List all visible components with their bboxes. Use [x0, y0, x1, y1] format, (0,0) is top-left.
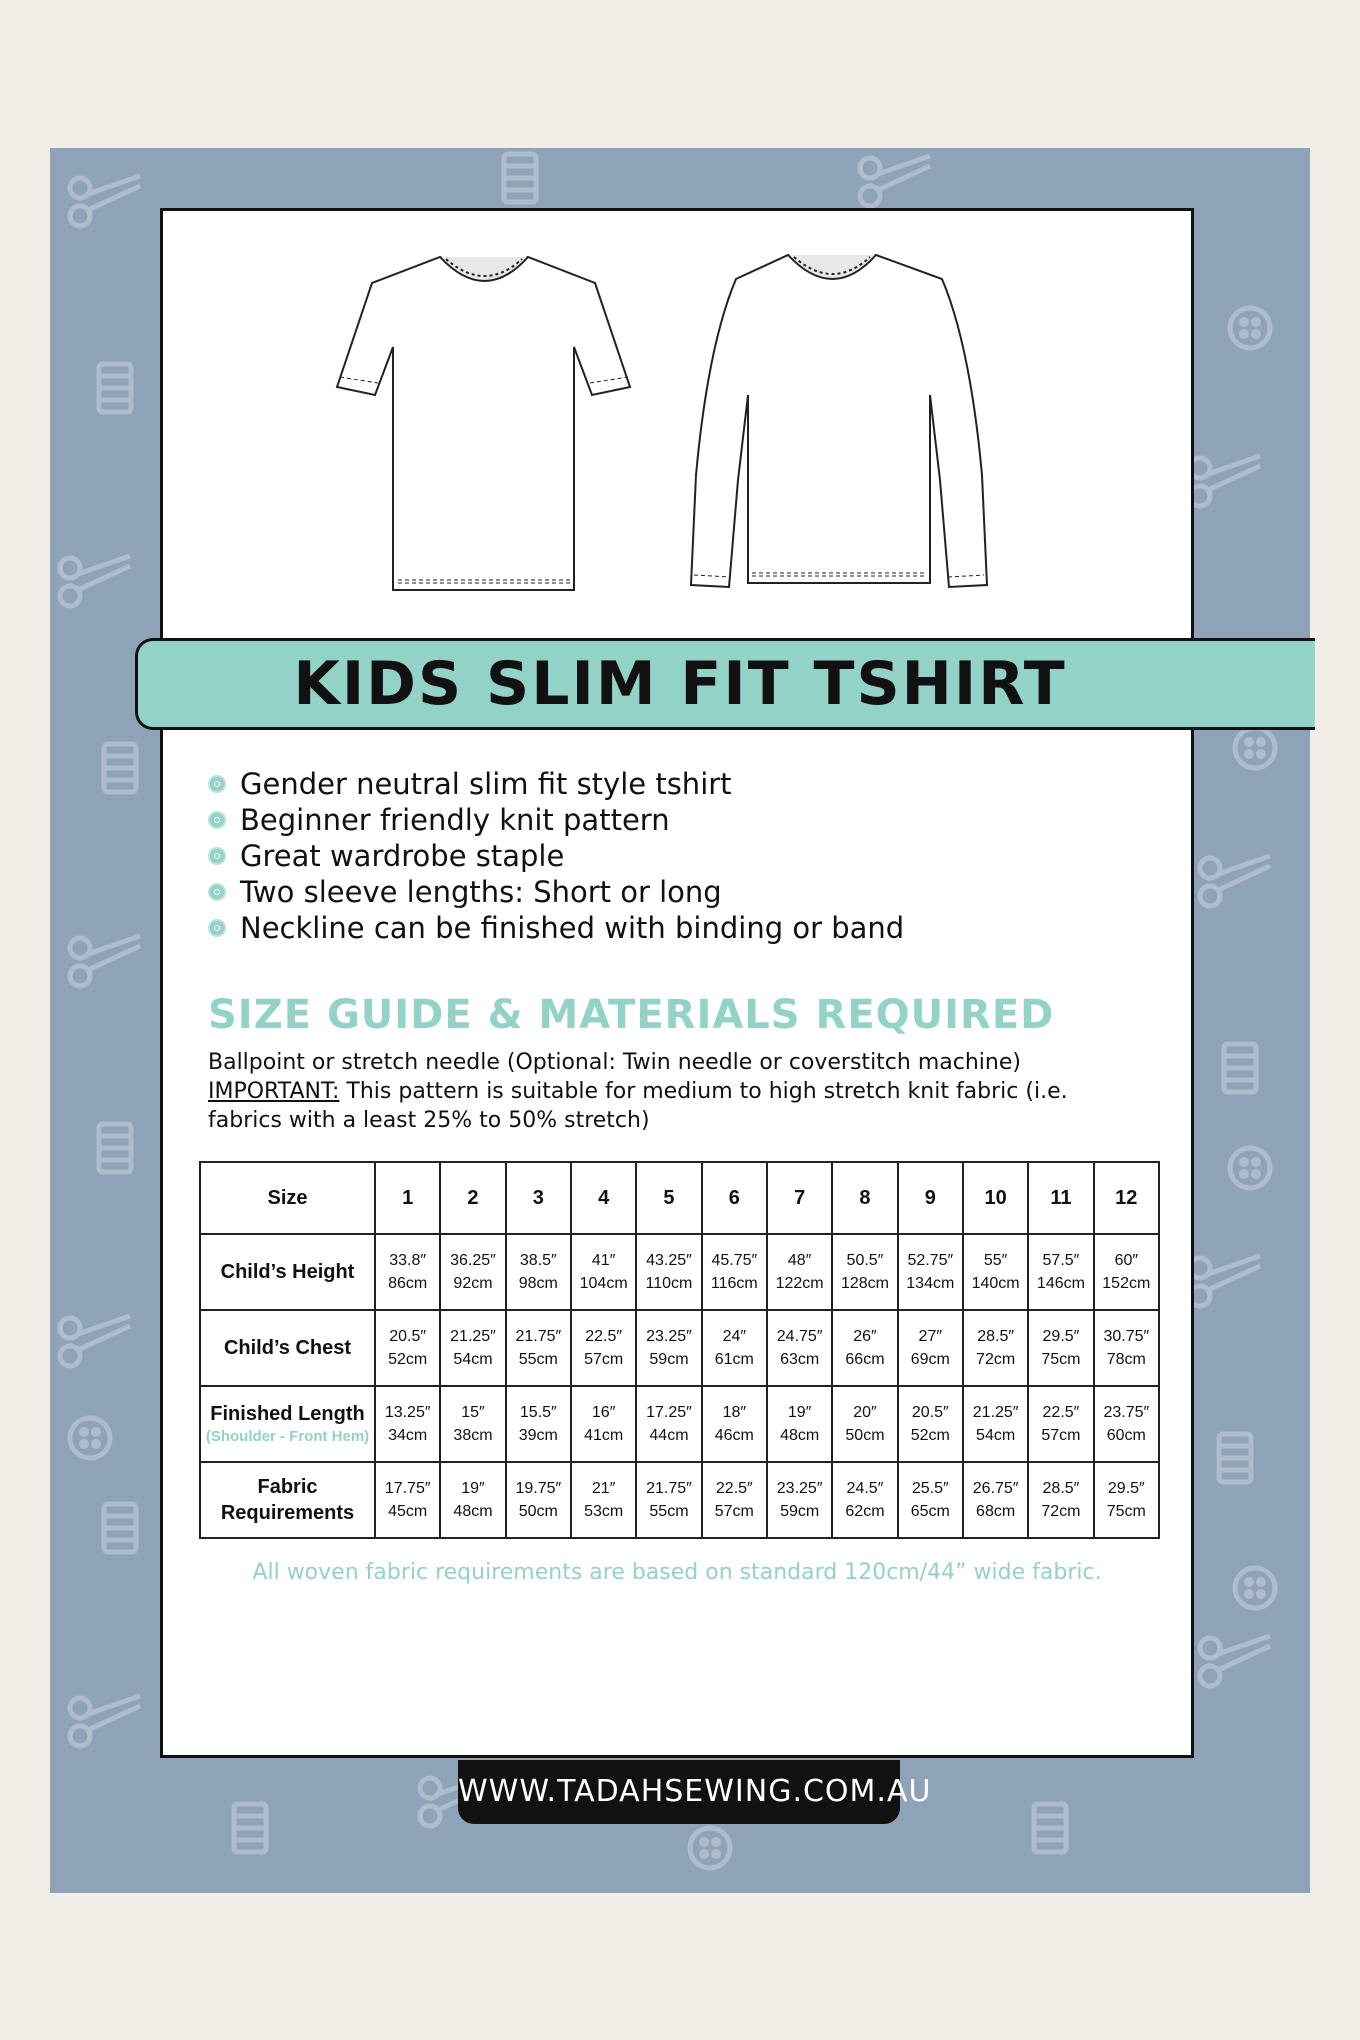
size-column-header: 5: [636, 1162, 701, 1234]
metric-value: 66cm: [845, 1351, 885, 1368]
table-cell: [832, 1386, 897, 1462]
size-column-header: 7: [767, 1162, 832, 1234]
imperial-value: 52.75″: [907, 1252, 954, 1269]
table-cell: [375, 1386, 440, 1462]
metric-value: 116cm: [710, 1275, 758, 1292]
materials-text: [208, 1048, 1138, 1135]
metric-value: 41cm: [584, 1427, 624, 1444]
table-cell: [1028, 1462, 1093, 1538]
metric-value: 62cm: [845, 1503, 885, 1520]
imperial-value: 23.75″: [1103, 1404, 1150, 1421]
size-table: [199, 1161, 1160, 1539]
size-column-header: 6: [702, 1162, 767, 1234]
table-cell: [636, 1386, 701, 1462]
imperial-value: 21.75″: [646, 1480, 692, 1497]
bullet-icon: [208, 811, 226, 829]
row-header: [200, 1234, 375, 1310]
imperial-value: 57.5″: [1042, 1252, 1080, 1269]
size-column-header: 8: [832, 1162, 897, 1234]
table-cell: [506, 1462, 571, 1538]
table-cell: [440, 1462, 505, 1538]
imperial-value: 19.75″: [515, 1480, 562, 1497]
metric-value: 48cm: [453, 1503, 493, 1520]
imperial-value: 20.5″: [911, 1404, 949, 1421]
bullet-icon: [208, 919, 226, 937]
row-label: Child’s Chest: [223, 1337, 352, 1359]
table-cell: [440, 1386, 505, 1462]
row-header: [200, 1386, 375, 1462]
table-cell: [636, 1234, 701, 1310]
metric-value: 57cm: [584, 1351, 624, 1368]
table-cell: [1094, 1462, 1159, 1538]
list-item: Neckline can be finished with binding or band: [208, 910, 904, 946]
metric-value: 78cm: [1106, 1351, 1146, 1368]
imperial-value: 27″: [918, 1328, 943, 1345]
imperial-value: 17.75″: [384, 1480, 431, 1497]
imperial-value: 29.5″: [1042, 1328, 1080, 1345]
table-cell: [963, 1310, 1028, 1386]
metric-value: 59cm: [780, 1503, 820, 1520]
metric-value: 146cm: [1036, 1275, 1085, 1292]
metric-value: 98cm: [518, 1275, 558, 1292]
metric-value: 75cm: [1106, 1503, 1146, 1520]
metric-value: 63cm: [780, 1351, 820, 1368]
table-cell: [767, 1386, 832, 1462]
table-cell: [1094, 1234, 1159, 1310]
website-url[interactable]: WWW.TADAHSEWING.COM.AU: [458, 1760, 900, 1824]
row-header: [200, 1462, 375, 1538]
imperial-value: 55″: [983, 1252, 1008, 1269]
imperial-value: 22.5″: [715, 1480, 753, 1497]
imperial-value: 60″: [1114, 1252, 1139, 1269]
imperial-value: 15″: [461, 1404, 485, 1421]
imperial-value: 29.5″: [1107, 1480, 1145, 1497]
metric-value: 52cm: [388, 1351, 428, 1368]
table-cell: [636, 1310, 701, 1386]
page-title: KIDS SLIM FIT TSHIRT: [293, 649, 1067, 719]
size-header: Size: [200, 1162, 375, 1234]
imperial-value: 33.8″: [389, 1252, 427, 1269]
metric-value: 46cm: [714, 1427, 754, 1444]
table-cell: [963, 1386, 1028, 1462]
imperial-value: 20.5″: [389, 1328, 427, 1345]
imperial-value: 13.25″: [384, 1404, 431, 1421]
metric-value: 50cm: [845, 1427, 885, 1444]
size-column-header: 1: [375, 1162, 440, 1234]
imperial-value: 38.5″: [519, 1252, 557, 1269]
row-header: [200, 1310, 375, 1386]
table-cell: [571, 1310, 636, 1386]
imperial-value: 24″: [722, 1328, 747, 1345]
imperial-value: 41″: [591, 1252, 616, 1269]
row-label: Child’s Height: [220, 1261, 355, 1283]
metric-value: 48cm: [780, 1427, 820, 1444]
metric-value: 86cm: [388, 1275, 428, 1292]
table-cell: [963, 1462, 1028, 1538]
table-cell: [506, 1386, 571, 1462]
imperial-value: 19″: [461, 1480, 485, 1497]
table-cell: [506, 1234, 571, 1310]
table-cell: [767, 1310, 832, 1386]
metric-value: 45cm: [388, 1503, 428, 1520]
metric-value: 44cm: [649, 1427, 689, 1444]
imperial-value: 28.5″: [1042, 1480, 1080, 1497]
size-column-header: 11: [1028, 1162, 1093, 1234]
bullet-icon: [208, 883, 226, 901]
table-cell: [571, 1386, 636, 1462]
metric-value: 134cm: [906, 1275, 955, 1292]
metric-value: 55cm: [518, 1351, 558, 1368]
table-cell: [1094, 1386, 1159, 1462]
imperial-value: 28.5″: [977, 1328, 1015, 1345]
metric-value: 152cm: [1102, 1275, 1151, 1292]
imperial-value: 20″: [853, 1404, 877, 1421]
size-column-header: 12: [1094, 1162, 1159, 1234]
table-cell: [1028, 1386, 1093, 1462]
list-item: Gender neutral slim fit style tshirt: [208, 766, 904, 802]
important-label: IMPORTANT:: [208, 1079, 340, 1104]
table-cell: [832, 1462, 897, 1538]
table-cell: [898, 1234, 963, 1310]
metric-value: 92cm: [453, 1275, 493, 1292]
metric-value: 55cm: [649, 1503, 689, 1520]
table-cell: [1094, 1310, 1159, 1386]
table-cell: [767, 1234, 832, 1310]
metric-value: 54cm: [976, 1427, 1016, 1444]
size-column-header: 9: [898, 1162, 963, 1234]
imperial-value: 50.5″: [846, 1252, 884, 1269]
row-sublabel: (Shoulder - Front Hem): [205, 1428, 370, 1445]
table-cell: [636, 1462, 701, 1538]
imperial-value: 26″: [853, 1328, 877, 1345]
long-sleeve-tshirt-drawing: [691, 255, 987, 587]
imperial-value: 19″: [787, 1404, 812, 1421]
table-cell: [702, 1462, 767, 1538]
table-cell: [832, 1234, 897, 1310]
metric-value: 69cm: [910, 1351, 950, 1368]
metric-value: 75cm: [1041, 1351, 1081, 1368]
metric-value: 128cm: [840, 1275, 889, 1292]
metric-value: 72cm: [1041, 1503, 1081, 1520]
metric-value: 72cm: [976, 1351, 1016, 1368]
bullet-icon: [208, 847, 226, 865]
row-label: Finished Length: [210, 1403, 365, 1425]
table-cell: [1028, 1234, 1093, 1310]
table-header-row: [200, 1162, 1159, 1234]
table-cell: [963, 1234, 1028, 1310]
table-row: [200, 1386, 1159, 1462]
feature-list: [208, 766, 904, 946]
imperial-value: 15.5″: [519, 1404, 557, 1421]
imperial-value: 21″: [591, 1480, 616, 1497]
table-row: [200, 1462, 1159, 1538]
short-sleeve-tshirt-drawing: [337, 257, 630, 590]
table-cell: [1028, 1310, 1093, 1386]
imperial-value: 18″: [722, 1404, 747, 1421]
table-cell: [506, 1310, 571, 1386]
imperial-value: 45.75″: [711, 1252, 758, 1269]
table-cell: [767, 1462, 832, 1538]
metric-value: 60cm: [1106, 1427, 1146, 1444]
table-cell: [702, 1386, 767, 1462]
table-cell: [898, 1386, 963, 1462]
imperial-value: 43.25″: [646, 1252, 692, 1269]
table-row: [200, 1234, 1159, 1310]
metric-value: 39cm: [518, 1427, 558, 1444]
tshirt-illustrations: [330, 245, 1030, 605]
metric-value: 110cm: [645, 1275, 693, 1292]
table-cell: [375, 1462, 440, 1538]
metric-value: 52cm: [910, 1427, 950, 1444]
imperial-value: 21.25″: [450, 1328, 496, 1345]
size-column-header: 4: [571, 1162, 636, 1234]
list-item: Great wardrobe staple: [208, 838, 904, 874]
imperial-value: 36.25″: [450, 1252, 496, 1269]
table-cell: [440, 1310, 505, 1386]
metric-value: 34cm: [388, 1427, 428, 1444]
metric-value: 61cm: [714, 1351, 754, 1368]
table-cell: [898, 1462, 963, 1538]
metric-value: 53cm: [584, 1503, 624, 1520]
list-item: Two sleeve lengths: Short or long: [208, 874, 904, 910]
metric-value: 50cm: [518, 1503, 558, 1520]
imperial-value: 26.75″: [972, 1480, 1019, 1497]
size-guide-heading: SIZE GUIDE & MATERIALS REQUIRED: [208, 992, 1055, 1038]
imperial-value: 30.75″: [1103, 1328, 1150, 1345]
bullet-icon: [208, 775, 226, 793]
table-cell: [898, 1310, 963, 1386]
imperial-value: 25.5″: [911, 1480, 949, 1497]
table-cell: [832, 1310, 897, 1386]
table-cell: [702, 1310, 767, 1386]
imperial-value: 21.25″: [972, 1404, 1019, 1421]
important-text: IMPORTANT: This pattern is suitable for medium to high stretch knit fabric (i.e. fabrics with a least 25% to 50% stretch): [208, 1079, 1068, 1133]
size-column-header: 10: [963, 1162, 1028, 1234]
imperial-value: 17.25″: [646, 1404, 692, 1421]
table-cell: [571, 1462, 636, 1538]
imperial-value: 23.25″: [776, 1480, 823, 1497]
imperial-value: 21.75″: [515, 1328, 562, 1345]
list-item: Beginner friendly knit pattern: [208, 802, 904, 838]
metric-value: 122cm: [775, 1275, 824, 1292]
needle-text: Ballpoint or stretch needle (Optional: Twin needle or coverstitch machine): [208, 1050, 1021, 1075]
table-cell: [375, 1234, 440, 1310]
size-column-header: 2: [440, 1162, 505, 1234]
metric-value: 68cm: [976, 1503, 1016, 1520]
metric-value: 38cm: [453, 1427, 493, 1444]
imperial-value: 22.5″: [585, 1328, 623, 1345]
imperial-value: 23.25″: [646, 1328, 692, 1345]
table-cell: [375, 1310, 440, 1386]
metric-value: 59cm: [649, 1351, 689, 1368]
table-cell: [702, 1234, 767, 1310]
table-cell: [571, 1234, 636, 1310]
size-column-header: 3: [506, 1162, 571, 1234]
metric-value: 140cm: [971, 1275, 1020, 1292]
metric-value: 57cm: [1041, 1427, 1081, 1444]
imperial-value: 16″: [591, 1404, 616, 1421]
metric-value: 54cm: [453, 1351, 493, 1368]
row-label: Fabric Requirements: [220, 1476, 355, 1524]
table-row: [200, 1310, 1159, 1386]
imperial-value: 48″: [787, 1252, 812, 1269]
table-cell: [440, 1234, 505, 1310]
metric-value: 65cm: [910, 1503, 950, 1520]
imperial-value: 24.75″: [776, 1328, 823, 1345]
imperial-value: 22.5″: [1042, 1404, 1080, 1421]
metric-value: 104cm: [579, 1275, 628, 1292]
metric-value: 57cm: [714, 1503, 754, 1520]
fabric-note: All woven fabric requirements are based on standard 120cm/44” wide fabric.: [252, 1560, 1102, 1585]
imperial-value: 24.5″: [846, 1480, 884, 1497]
